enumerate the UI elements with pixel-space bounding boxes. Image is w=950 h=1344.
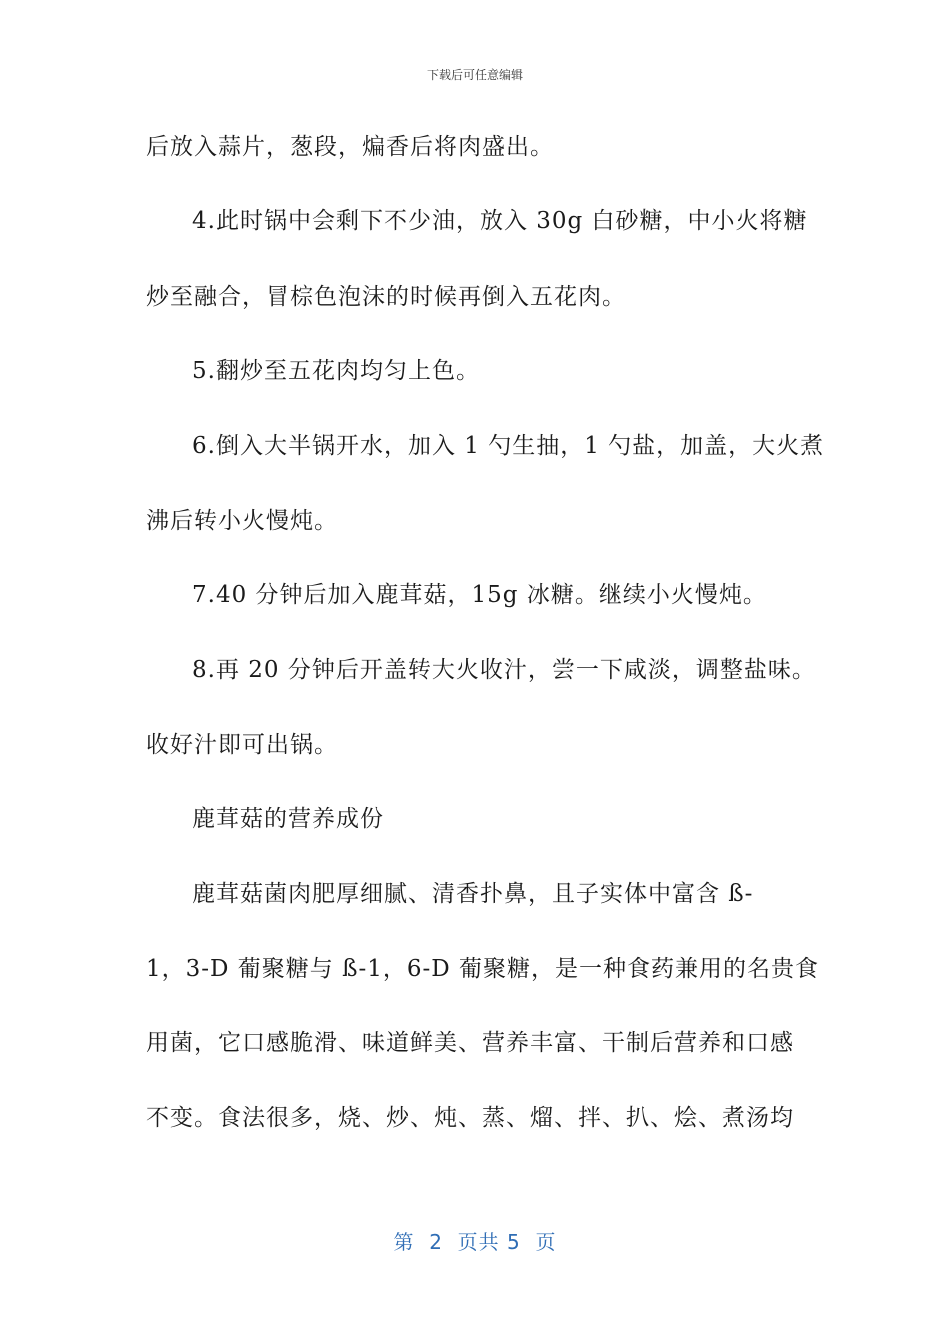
nutrition-line-3: 用菌，它口感脆滑、味道鲜美、营养丰富、干制后营养和口感: [146, 1030, 794, 1056]
body-line-1: 后放入蒜片，葱段，煸香后将肉盛出。: [146, 134, 554, 160]
page-number-footer: 第 2 页共 5 页: [393, 1230, 557, 1254]
step-8-line: 8.再 20 分钟后开盖转大火收汁，尝一下咸淡，调整盐味。: [192, 657, 816, 683]
step-7-line: 7.40 分钟后加入鹿茸菇，15g 冰糖。继续小火慢炖。: [192, 582, 767, 608]
body-line-6: 沸后转小火慢炖。: [146, 508, 338, 534]
step-4-line: 4.此时锅中会剩下不少油，放入 30g 白砂糖，中小火将糖: [192, 208, 808, 234]
step-6-line: 6.倒入大半锅开水，加入 1 勺生抽，1 勺盐，加盖，大火煮: [192, 433, 825, 459]
body-line-9: 收好汁即可出锅。: [146, 732, 338, 758]
step-5-line: 5.翻炒至五花肉均匀上色。: [192, 358, 480, 384]
page-header: 下载后可任意编辑: [426, 68, 523, 82]
section-heading: 鹿茸菇的营养成份: [192, 806, 384, 832]
nutrition-line-4: 不变。食法很多，烧、炒、炖、蒸、熘、拌、扒、烩、煮汤均: [146, 1105, 794, 1131]
body-line-3: 炒至融合，冒棕色泡沫的时候再倒入五花肉。: [146, 284, 626, 310]
nutrition-line-1: 鹿茸菇菌肉肥厚细腻、清香扑鼻，且子实体中富含 ß-: [192, 881, 754, 907]
nutrition-line-2: 1，3-D 葡聚糖与 ß-1，6-D 葡聚糖，是一种食药兼用的名贵食: [146, 956, 820, 982]
